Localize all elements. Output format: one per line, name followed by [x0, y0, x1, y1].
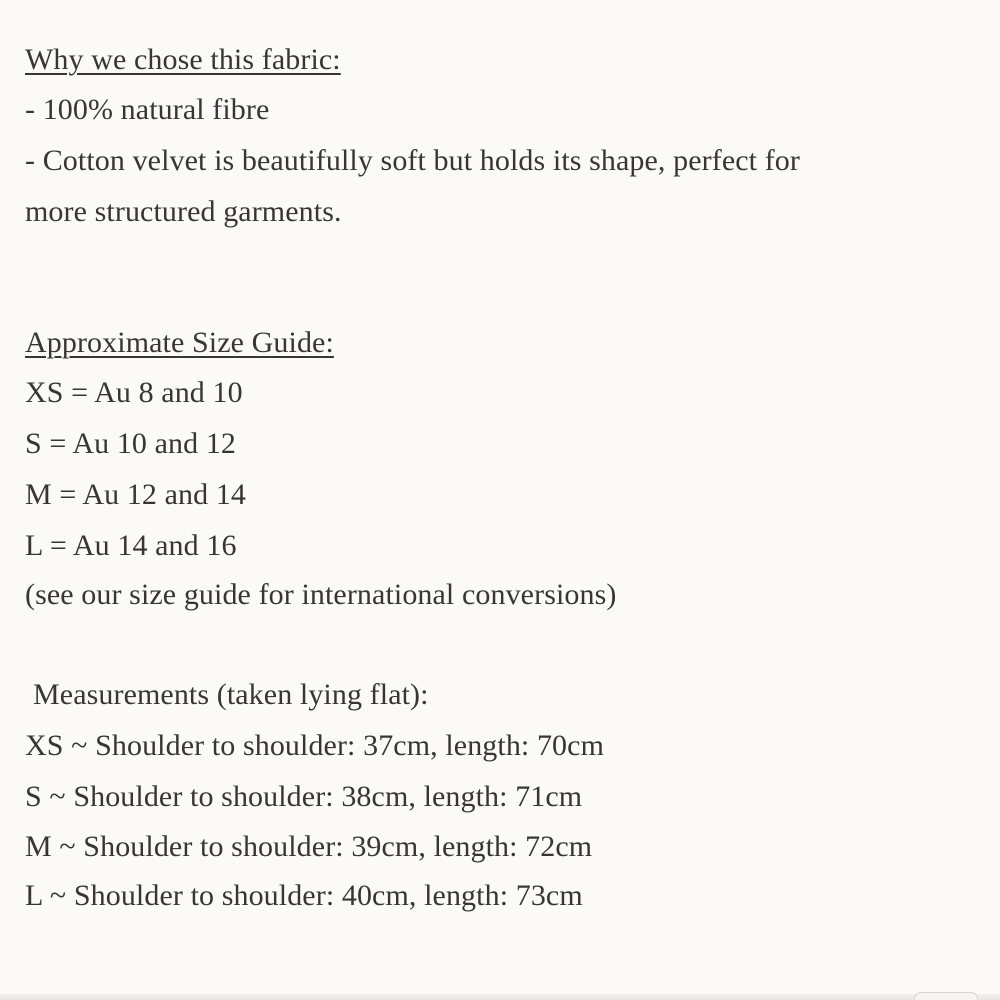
size-guide-row-xs: XS = Au 8 and 10: [25, 376, 243, 409]
size-guide-row-s: S = Au 10 and 12: [25, 427, 237, 460]
measurements-row-xs: XS ~ Shoulder to shoulder: 37cm, length: 70cm: [25, 729, 605, 762]
size-guide-note: (see our size guide for international conversions): [25, 578, 617, 611]
measurements-heading: Measurements (taken lying flat):: [33, 678, 429, 711]
fabric-heading: Why we chose this fabric:: [25, 43, 341, 76]
size-guide-row-l: L = Au 14 and 16: [25, 529, 237, 562]
measurements-row-m: M ~ Shoulder to shoulder: 39cm, length: 72cm: [25, 830, 593, 863]
fabric-bullet-natural-fibre: - 100% natural fibre: [25, 93, 270, 126]
corner-tab: [914, 992, 978, 1000]
bottom-edge: [0, 994, 1000, 1000]
size-guide-heading: Approximate Size Guide:: [25, 326, 334, 359]
fabric-bullet-continuation: more structured garments.: [25, 195, 342, 228]
measurements-row-l: L ~ Shoulder to shoulder: 40cm, length: 73cm: [25, 879, 583, 912]
measurements-row-s: S ~ Shoulder to shoulder: 38cm, length: 71cm: [25, 780, 583, 813]
size-guide-row-m: M = Au 12 and 14: [25, 478, 247, 511]
fabric-bullet-cotton-velvet: - Cotton velvet is beautifully soft but holds its shape, perfect for: [25, 144, 800, 177]
